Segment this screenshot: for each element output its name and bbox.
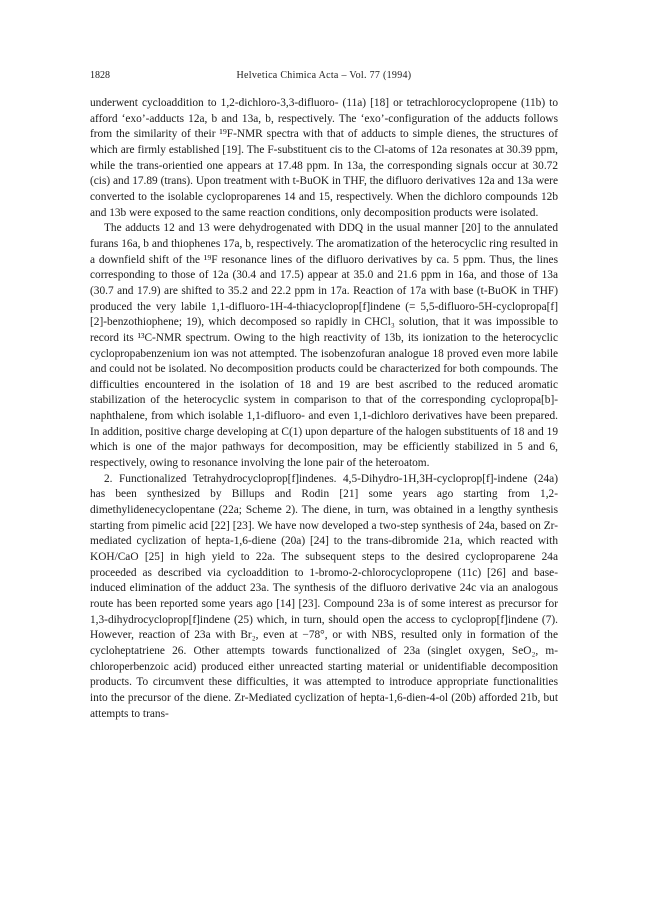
running-title: Helvetica Chimica Acta – Vol. 77 (1994) <box>236 70 412 81</box>
article-body <box>90 96 558 722</box>
paragraph-section-2: 2. Functionalized Tetrahydrocycloprop[f]indenes. 4,5-Dihydro-1H,3H-cycloprop[f]-indene (24a) has been synthesized by Billups and Rodin [21] some years ago starting from 1,2-dimethylidenecyclopentane (22a; Scheme 2). The diene, in turn, was obtained in a lengthy synthesis starting from pimelic acid [22] [23]. We have now developed a two-step synthesis of 24a, based on Zr-mediated cyclization of hepta-1,6-diene (20a) [24] to the trans-dibromide 21a, which reacted with KOH/CaO [25] in high yield to 22a. The subsequent steps to the desired cycloproparene 24a proceeded as described via cycloaddition to 1-bromo-2-chlorocyclopropene (11c) [26] and base-induced elimination of the adduct 23a. The synthesis of the difluoro derivative 24c via an analogous route has been reported some years ago [14] [23]. Compound 23a is of some interest as precursor for 1,3-dihydrocycloprop[f]indene (25) which, in turn, should open the access to cycloprop[f]indene (7). However, reaction of 23a with Br₂, even at −78°, or with NBS, resulted only in formation of the cycloheptatriene 26. Other attempts towards functionalized of 23a (singlet oxygen, SeO₂, m-chloroperbenzoic acid) produced either unreacted starting material or unidentifiable decomposition products. To circumvent these difficulties, it was attempted to introduce appropriate functionalities into the precursor of the diene. Zr-Mediated cyclization of hepta-1,6-dien-4-ol (20b) afforded 21b, but attempts to trans- <box>90 472 558 720</box>
paragraph-cycloaddition: underwent cycloaddition to 1,2-dichloro-3,3-difluoro- (11a) [18] or tetrachlorocyclopropene (11b) to afford ‘exo’-adducts 12a, b and 13a, b, respectively. The ‘exo’-configuration of the adducts follows from the similarity of their ¹⁹F-NMR spectra with that of adducts to simple dienes, the structures of which are firmly established [19]. The F-substituent cis to the Cl-atoms of 12a resonates at 30.39 ppm, while the trans-orientied one appears at 17.48 ppm. In 13a, the corresponding signals occur at 30.72 (cis) and 17.89 (trans). Upon treatment with t-BuOK in THF, the difluoro derivatives 12a and 13a were converted to the isolable cycloproparenes 14 and 15, respectively. When the dichloro compounds 12b and 13b were exposed to the same reaction conditions, only decomposition products were isolated. <box>90 97 558 219</box>
page-header <box>90 70 558 84</box>
page-number: 1828 <box>90 70 110 81</box>
paragraph-dehydrogenation: The adducts 12 and 13 were dehydrogenated with DDQ in the usual manner [20] to the annulated furans 16a, b and thiophenes 17a, b, respectively. The aromatization of the heterocyclic ring resulted in a downfield shift of the ¹⁹F resonance lines of the difluoro derivatives by ca. 5 ppm. Thus, the lines corresponding to those of 12a (30.4 and 17.5) appear at 35.0 and 21.6 ppm in 16a, and those of 13a (30.7 and 17.9) are shifted to 35.2 and 22.2 ppm in 17a. Reaction of 17a with base (t-BuOK in THF) produced the very labile 1,1-difluoro-1H-4-thiacycloprop[f]indene (= 5,5-difluoro-5H-cyclopropa[f][2]-benzothiophene; 19), which decomposed so rapidly in CHCl₃ solution, that it was impossible to record its ¹³C-NMR spectrum. Owing to the high reactivity of 13b, its ionization to the heterocyclic cyclopropabenzenium ion was not attempted. The isobenzofuran analogue 18 proved even more labile and could not be isolated. No decomposition products could be characterized for both compounds. The difficulties encountered in the isolation of 18 and 19 are best ascribed to the reduced aromatic stabilization of the heterocyclic system in comparison to that of the corresponding cyclopropa[b]-naphthalene, from which isolable 1,1-difluoro- and even 1,1-dichloro derivatives have been prepared. In addition, positive charge developing at C(1) upon departure of the halogen substituents of 18 and 19 which is one of the major pathways for decomposition, may be efficiently stabilized in 5 and 6, respectively, owing to resonance involving the lone pair of the heteroatom. <box>90 222 558 470</box>
